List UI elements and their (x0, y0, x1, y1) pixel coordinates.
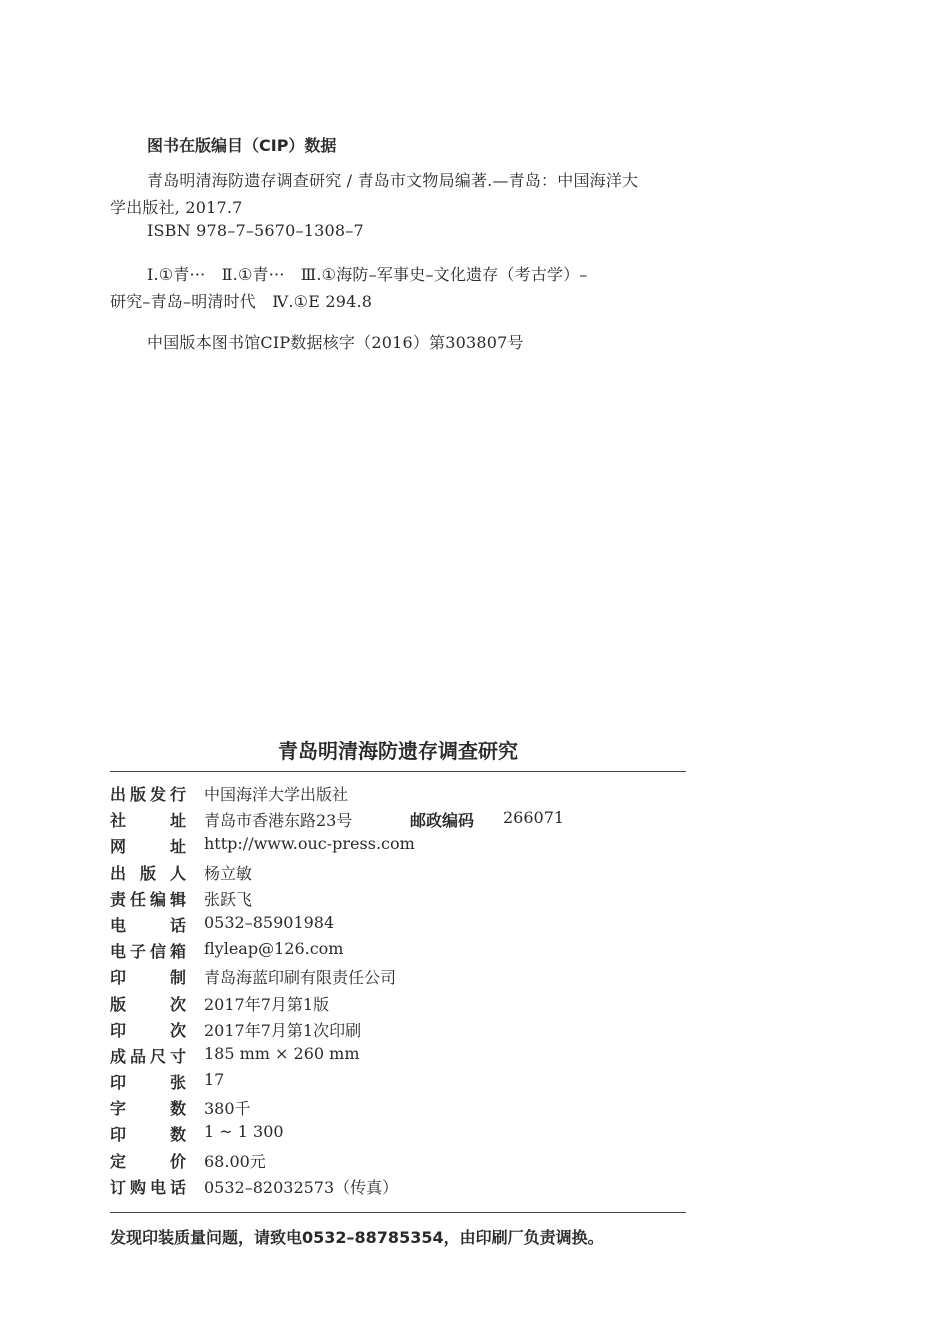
info-value: 68.00元 (204, 1151, 266, 1171)
info-row-size (110, 1041, 686, 1067)
info-row-address (110, 805, 686, 831)
info-row-editor (110, 884, 686, 910)
info-value: 杨立敏 (204, 863, 253, 883)
info-label: 印制 (110, 968, 186, 988)
info-row-sheets (110, 1067, 686, 1093)
info-row-printing (110, 1015, 686, 1041)
info-value: 1 ~ 1 300 (204, 1122, 284, 1142)
info-value: 2017年7月第1版 (204, 994, 330, 1014)
cip-isbn: ISBN 978–7–5670–1308–7 (147, 221, 364, 240)
info-value: 青岛市香港东路23号 (204, 811, 353, 831)
info-label: 网址 (110, 837, 186, 857)
info-label: 订购电话 (110, 1177, 186, 1197)
info-label: 印张 (110, 1073, 186, 1093)
info-value: 185 mm × 260 mm (204, 1043, 360, 1063)
info-value: 17 (204, 1070, 225, 1090)
info-value: 2017年7月第1次印刷 (204, 1020, 362, 1040)
postcode-value: 266071 (503, 808, 565, 828)
info-label: 成品尺寸 (110, 1046, 186, 1066)
info-row-printer (110, 962, 686, 988)
website-link[interactable]: http://www.ouc-press.com (204, 834, 415, 854)
quality-notice: 发现印装质量问题，请致电0532–88785354，由印刷厂负责调换。 (110, 1228, 604, 1247)
cip-classification-line-1: Ⅰ.①青··· Ⅱ.①青··· Ⅲ.①海防–军事史–文化遗存（考古学）– (147, 265, 588, 284)
info-label: 电子信箱 (110, 942, 186, 962)
colophon-top-rule (110, 771, 686, 772)
info-value: 青岛海蓝印刷有限责任公司 (204, 968, 397, 988)
info-row-price (110, 1146, 686, 1172)
info-label: 责任编辑 (110, 889, 186, 909)
info-label: 印次 (110, 1020, 186, 1040)
info-row-word-count (110, 1093, 686, 1119)
info-row-edition (110, 989, 686, 1015)
info-value: 中国海洋大学出版社 (204, 785, 349, 804)
info-label: 定价 (110, 1151, 186, 1171)
cip-classification-line-2: 研究–青岛–明清时代 Ⅳ.①E 294.8 (110, 292, 373, 311)
colophon-title: 青岛明清海防遗存调查研究 (278, 739, 518, 763)
info-label: 印数 (110, 1125, 186, 1145)
info-value: 张跃飞 (204, 889, 253, 909)
info-row-print-run (110, 1119, 686, 1145)
cip-heading: 图书在版编目（CIP）数据 (147, 136, 337, 155)
postcode-label: 邮政编码 (410, 811, 475, 831)
info-label: 出版发行 (110, 785, 186, 804)
colophon-info-table (110, 779, 686, 1198)
info-label: 字数 (110, 1099, 186, 1119)
colophon-bottom-rule (110, 1212, 686, 1213)
info-row-phone (110, 910, 686, 936)
cip-record-number: 中国版本图书馆CIP数据核字（2016）第303807号 (147, 333, 524, 352)
info-label: 出版人 (110, 863, 186, 883)
info-row-email (110, 936, 686, 962)
info-value: 0532–85901984 (204, 912, 335, 932)
info-label: 社址 (110, 811, 186, 831)
info-label: 电话 (110, 915, 186, 935)
info-value: 380千 (204, 1099, 251, 1119)
cip-title-line-2: 学出版社, 2017.7 (110, 198, 243, 217)
info-label: 版次 (110, 994, 186, 1014)
info-row-publisher (110, 779, 686, 805)
info-value: 0532–82032573（传真） (204, 1177, 399, 1197)
email-link[interactable]: flyleap@126.com (204, 939, 344, 959)
info-row-website (110, 831, 686, 857)
info-row-order-phone (110, 1172, 686, 1198)
cip-title-line-1: 青岛明清海防遗存调查研究 / 青岛市文物局编著.—青岛：中国海洋大 (147, 171, 639, 190)
info-row-publisher-person (110, 858, 686, 884)
